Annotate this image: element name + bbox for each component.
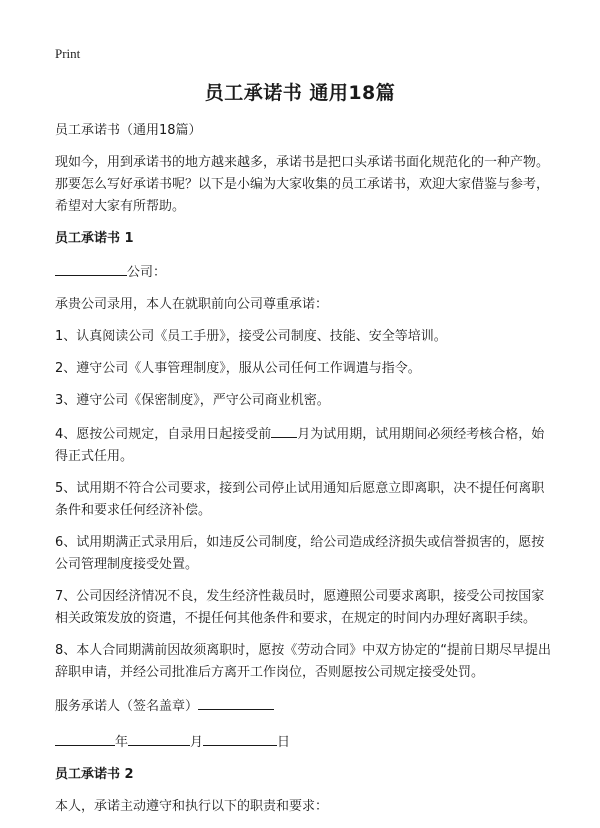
- company-name-blank: [55, 260, 127, 276]
- day-blank: [203, 730, 277, 746]
- date-line: [55, 730, 553, 754]
- list-item: 2、遵守公司《人事管理制度》，服从公司任何工作调遣与指令。: [55, 361, 421, 376]
- list-item: 1、认真阅读公司《员工手册》，接受公司制度、技能、安全等培训。: [55, 329, 447, 344]
- list-item: 3、遵守公司《保密制度》，严守公司商业机密。: [55, 393, 330, 408]
- document-body: [55, 120, 553, 828]
- signature-label: 服务承诺人（签名盖章）: [55, 699, 199, 714]
- list-item: [55, 422, 553, 468]
- document-title: 员工承诺书 通用18篇: [204, 82, 396, 104]
- list-item: 8、本人合同期满前因故须离职时，愿按《劳动合同》中双方协定的“提前日期尽早提出辞职申请，并经公司批准后方离开工作岗位，否则愿按公司规定接受处罚。: [55, 643, 552, 680]
- list-item: 5、试用期不符合公司要求，接到公司停止试用通知后愿意立即离职，决不提任何离职条件和要求任何经济补偿。: [55, 481, 545, 518]
- item4-part-b: 月为试用期，试用期间必须经考核合格，始得正式任用。: [55, 427, 545, 464]
- salutation-text: 公司：: [127, 265, 167, 280]
- list-item: 7、公司因经济情况不良，发生经济性裁员时，愿遵照公司要求离职，接受公司按国家相关政策发放的资遣，不提任何其他条件和要求，在规定的时间内办理好离职手续。: [55, 589, 545, 626]
- section-2-heading: 员工承诺书 2: [55, 767, 134, 782]
- item4-part-a: 4、愿按公司规定，自录用日起接受前: [55, 427, 272, 442]
- print-label: Print: [55, 46, 81, 61]
- intro-paragraph: 现如今，用到承诺书的地方越来越多，承诺书是把口头承诺书面化规范化的一种产物。那要怎么写好承诺书呢？以下是小编为大家收集的员工承诺书，欢迎大家借鉴与参考，希望对大家有所帮助。: [55, 155, 550, 214]
- signature-blank: [198, 694, 274, 710]
- salutation: [55, 260, 553, 284]
- day-label: 日: [277, 735, 291, 750]
- document-subtitle: 员工承诺书（通用18篇）: [55, 123, 202, 138]
- list-item: 6、试用期满正式录用后，如违反公司制度，给公司造成经济损失或信誉损害的，愿按公司管理制度接受处置。: [55, 535, 545, 572]
- year-blank: [55, 730, 115, 746]
- month-blank: [128, 730, 190, 746]
- probation-months-blank: [271, 422, 297, 438]
- month-label: 月: [190, 735, 204, 750]
- section-2-opening: 本人，承诺主动遵守和执行以下的职责和要求：: [55, 799, 329, 814]
- opening-paragraph: 承贵公司录用，本人在就职前向公司尊重承诺：: [55, 297, 329, 312]
- signature-line: [55, 694, 553, 718]
- year-label: 年: [115, 735, 129, 750]
- section-1-heading: 员工承诺书 1: [55, 231, 134, 246]
